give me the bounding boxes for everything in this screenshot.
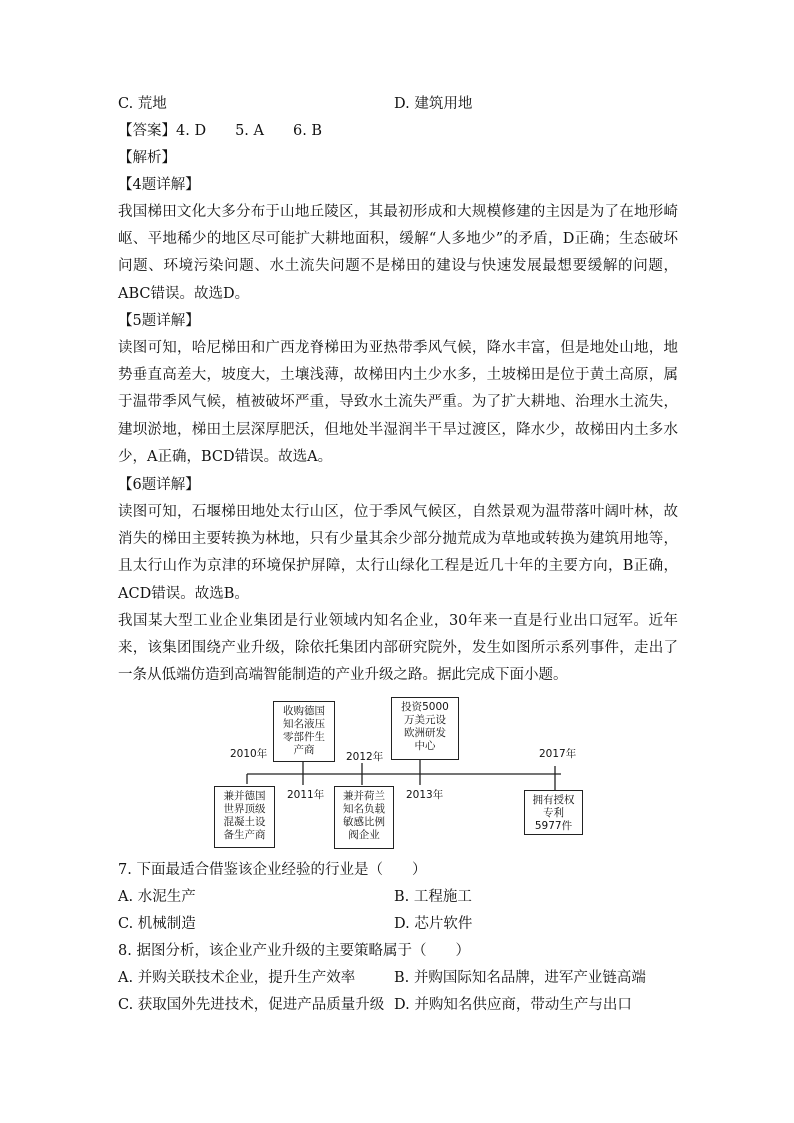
answer-line bbox=[118, 118, 322, 144]
year-2013: 2013年 bbox=[406, 789, 444, 801]
year-2012: 2012年 bbox=[346, 751, 384, 763]
q8-option-b: B. 并购国际知名品牌，进军产业链高端 bbox=[394, 970, 646, 986]
intro-text: 我国某大型工业企业集团是行业领域内知名企业，30年来一直是行业出口冠军。近年来，该集团围绕产业升级，除依托集团内部研究院外，发生如图所示系列事件，走出了一条从低端仿造到高端智能制造的产业升级之路。据此完成下面小题。 bbox=[118, 613, 678, 684]
event-box-2013: 投资5000 万美元设 欧洲研发 中心 bbox=[391, 697, 459, 760]
event-box-2017: 拥有授权 专利 5977件 bbox=[524, 790, 583, 835]
q4-label: 【4题详解】 bbox=[118, 177, 200, 193]
option-c-prev: C. 荒地 bbox=[118, 96, 167, 112]
year-2017: 2017年 bbox=[539, 748, 577, 760]
q8-stem: 8. 据图分析，该企业产业升级的主要策略属于（ ） bbox=[118, 943, 470, 959]
q8-option-c: C. 获取国外先进技术，促进产品质量升级 bbox=[118, 997, 385, 1013]
q7-option-a: A. 水泥生产 bbox=[118, 889, 196, 905]
q8-option-a: A. 并购关联技术企业，提升生产效率 bbox=[118, 970, 356, 986]
answer-text: 4. D 5. A 6. B bbox=[176, 123, 323, 139]
q8-option-d: D. 并购知名供应商，带动生产与出口 bbox=[394, 997, 632, 1013]
event-box-2010: 兼并德国 世界顶级 混凝土设 备生产商 bbox=[214, 786, 275, 848]
q7-option-b: B. 工程施工 bbox=[394, 889, 472, 905]
q7-option-d: D. 芯片软件 bbox=[394, 916, 473, 932]
q5-label: 【5题详解】 bbox=[118, 313, 200, 329]
year-2011: 2011年 bbox=[287, 789, 325, 801]
q5-text: 读图可知，哈尼梯田和广西龙脊梯田为亚热带季风气候，降水丰富，但是地处山地，地势垂直高差大，坡度大，土壤浅薄，故梯田内土少水多，土坡梯田是位于黄土高原，属于温带季风气候，植被破坏严重，导致水土流失严重。为了扩大耕地、治理水土流失，建坝淤地，梯田土层深厚肥沃，但地处半湿润半干旱过渡区，降水少，故梯田内土多水少，A正确，BCD错误。故选A。 bbox=[118, 340, 678, 465]
q7-stem: 7. 下面最适合借鉴该企业经验的行业是（ ） bbox=[118, 862, 427, 878]
q6-label: 【6题详解】 bbox=[118, 477, 200, 493]
event-box-2011: 收购德国 知名液压 零部件生 产商 bbox=[273, 701, 335, 762]
q7-option-c: C. 机械制造 bbox=[118, 916, 196, 932]
timeline-diagram bbox=[213, 697, 585, 852]
analysis-label: 【解析】 bbox=[118, 150, 176, 166]
q6-text: 读图可知，石堰梯田地处太行山区，位于季风气候区，自然景观为温带落叶阔叶林，故消失的梯田主要转换为林地，只有少量其余少部分抛荒成为草地或转换为建筑用地等，且太行山作为京津的环境保护屏障，太行山绿化工程是近几十年的主要方向，B正确，ACD错误。故选B。 bbox=[118, 504, 678, 602]
answer-label: 【答案】 bbox=[118, 123, 176, 139]
q4-text: 我国梯田文化大多分布于山地丘陵区，其最初形成和大规模修建的主因是为了在地形崎岖、平地稀少的地区尽可能扩大耕地面积，缓解“人多地少”的矛盾，D正确；生态破坏问题、环境污染问题、水土流失问题不是梯田的建设与快速发展最想要缓解的问题，ABC错误。故选D。 bbox=[118, 204, 678, 302]
option-d-prev: D. 建筑用地 bbox=[394, 96, 473, 112]
year-2010: 2010年 bbox=[230, 748, 268, 760]
event-box-2012: 兼并荷兰 知名负载 敏感比例 阀企业 bbox=[334, 786, 394, 849]
